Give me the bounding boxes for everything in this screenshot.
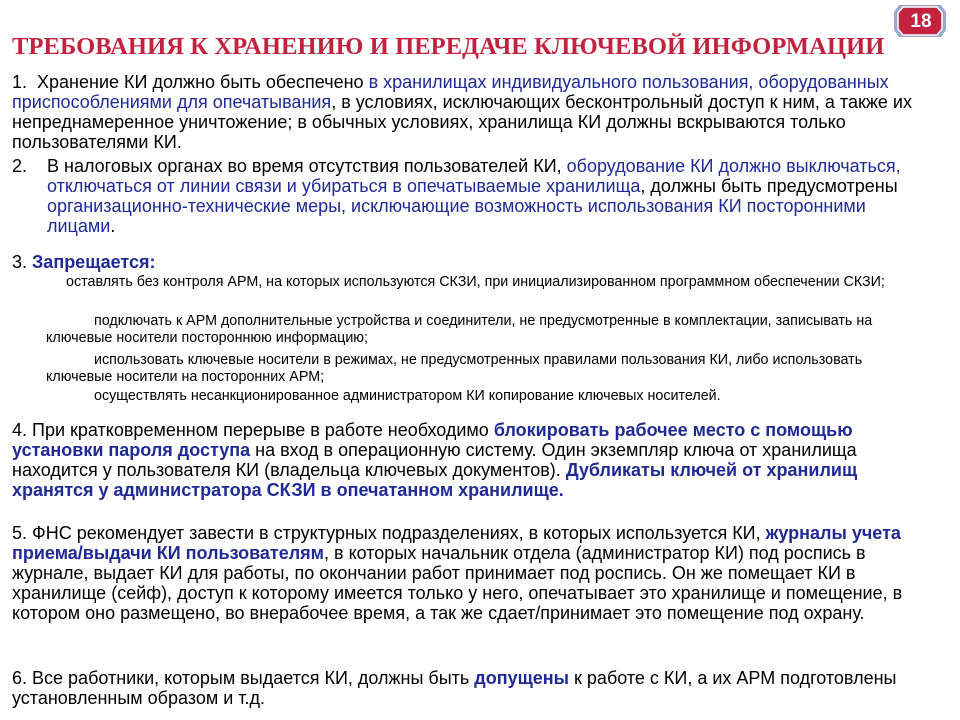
list-item-1 <box>12 72 912 152</box>
item-text: , в которых начальник отдела (администратор КИ) под роспись в журнале, выдает КИ для работы, по окончании работ принимает под роспись. Он же помещает КИ в хранилище (сейф), доступ к которому имеется только у него, опечатывает это хранилище и помещение, в котором оно размещено, во внерабочее время, а так же сдает/принимает это помещение под охрану. <box>12 543 903 623</box>
item-number: 1. <box>12 72 28 92</box>
list-item-5 <box>12 523 912 623</box>
item-text: ФНС рекомендует завести в структурных подразделениях, в которых используется КИ, <box>32 523 766 543</box>
item-text: При кратковременном перерыве в работе необходимо <box>32 420 494 440</box>
item-body <box>47 156 927 236</box>
slide-number: 18 <box>910 11 932 32</box>
sub-item: подключать к АРМ дополнительные устройства и соединители, не предусмотренные в комплектации, записывать на ключевые носители постороннюю информацию; <box>46 313 873 346</box>
highlight-text: журналы учета приема/выдачи КИ пользователям <box>12 523 901 563</box>
sub-item: осуществлять несанкционированное администратором КИ копирование ключевых носителей. <box>94 388 721 404</box>
item-text: . <box>110 216 116 236</box>
item-heading-line <box>12 252 155 272</box>
highlight-text: оборудование КИ должно выключаться, отключаться от линии связи и убираться в опечатываемые хранилища <box>47 156 901 196</box>
highlight-text: организационно-технические меры, исключающие возможность использования КИ посторонними лицами <box>47 196 866 236</box>
item-text: Хранение КИ должно быть обеспечено <box>37 72 369 92</box>
list-item-4 <box>12 420 910 500</box>
list-item-6 <box>12 668 932 708</box>
item-text: Все работники, которым выдается КИ, должны быть <box>32 668 475 688</box>
item-text: , в условиях, исключающих бесконтрольный доступ к ним, а также их непреднамеренное уничтожение; в обычных условиях, хранилища КИ должны вскрываются только пользователями КИ. <box>12 92 912 152</box>
sub-item: использовать ключевые носители в режимах, не предусмотренных правилами пользования КИ, либо использовать ключевые носители на посторонних АРМ; <box>46 352 863 385</box>
item-text: на вход в операционную систему. Один экземпляр ключа от хранилища находится у пользователя КИ (владельца ключевых документов). <box>12 440 857 480</box>
page-title: ТРЕБОВАНИЯ К ХРАНЕНИЮ И ПЕРЕДАЧЕ КЛЮЧЕВОЙ ИНФОРМАЦИИ <box>12 33 885 60</box>
item-number: 5. <box>12 523 28 543</box>
highlight-text: в хранилищах индивидуального пользования, оборудованных приспособлениями для опечатывания <box>12 72 889 112</box>
item-number: 6. <box>12 668 28 688</box>
item-number: 2. <box>12 156 28 176</box>
item-number: 4. <box>12 420 28 440</box>
item-number: 3. <box>12 252 28 272</box>
item-text: , должны быть предусмотрены <box>640 176 898 196</box>
highlight-text: допущены <box>474 668 570 688</box>
item-heading: Запрещается: <box>32 252 156 272</box>
item-text: к работе с КИ, а их АРМ подготовлены установленным образом и т.д. <box>12 668 897 708</box>
sub-item: оставлять без контроля АРМ, на которых используются СКЗИ, при инициализированном программном обеспечении СКЗИ; <box>66 274 885 290</box>
item-text: В налоговых органах во время отсутствия пользователей КИ, <box>47 156 567 176</box>
highlight-text: блокировать рабочее место с помощью установки пароля доступа <box>12 420 853 460</box>
highlight-text: Дубликаты ключей от хранилищ хранятся у администратора СКЗИ в опечатанном хранилище. <box>12 460 858 500</box>
